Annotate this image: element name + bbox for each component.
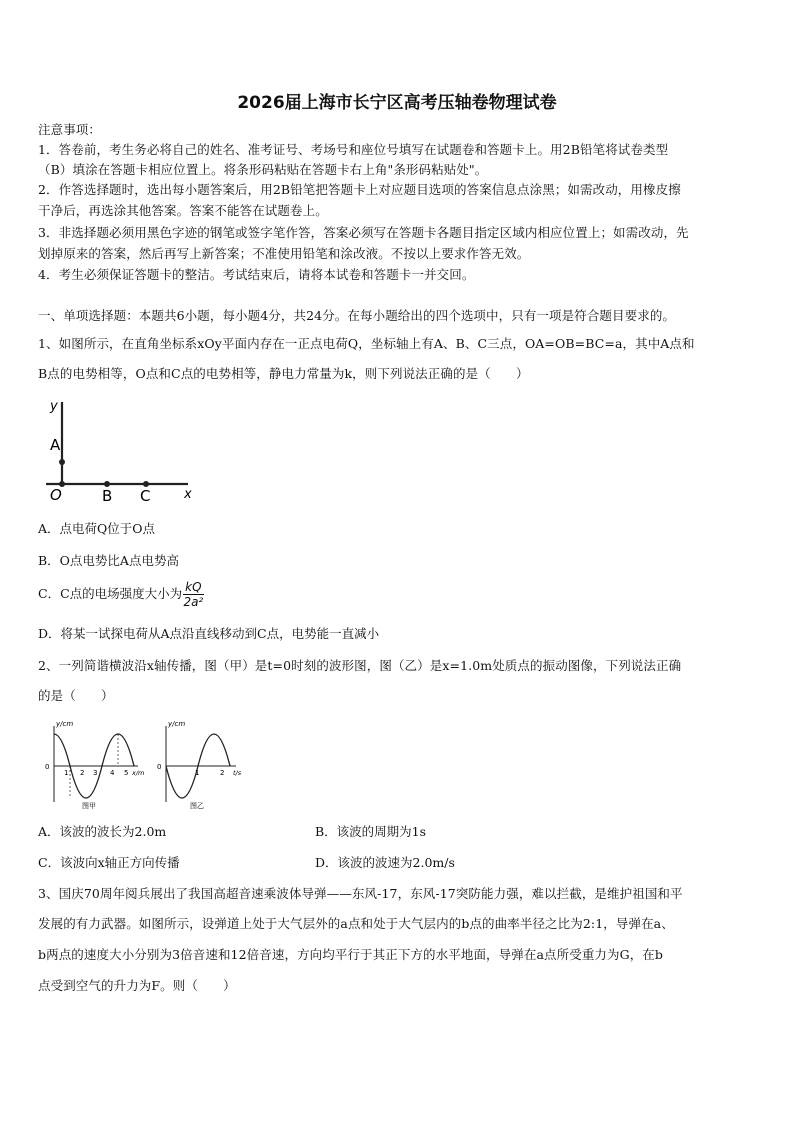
figure-label-c: C: [140, 487, 151, 504]
figure-b-xlabel: t/s: [233, 769, 242, 777]
notice-line: 4．考生必须保证答题卡的整洁。考试结束后，请将本试卷和答题卡一并交回。: [38, 267, 475, 282]
question-2-option-c: C．该波向x轴正方向传播: [38, 855, 180, 870]
question-1-stem: 1、如图所示，在直角坐标系xOy平面内存在一正点电荷Q，坐标轴上有A、B、C三点，OA=OB=BC=a，其中A点和: [38, 336, 695, 351]
section-heading: 一、单项选择题：本题共6小题，每小题4分，共24分。在每小题给出的四个选项中，只有一项是符合题目要求的。: [38, 308, 676, 323]
question-1-option-b: B．O点电势比A点电势高: [38, 553, 179, 568]
question-3-stem: 发展的有力武器。如图所示，设弹道上处于大气层外的a点和处于大气层内的b点的曲率半径之比为2:1，导弹在a、: [38, 916, 674, 931]
question-2-figure-a: [40, 716, 150, 812]
figure-a-tick: 2: [80, 769, 85, 777]
figure-b-tick: 2: [220, 769, 225, 777]
figure-a-ylabel: y/cm: [56, 720, 74, 728]
figure-b-caption: 图乙: [190, 802, 204, 810]
page-title: 2026届上海市长宁区高考压轴卷物理试卷: [237, 93, 557, 113]
question-1-option-c: [38, 580, 204, 609]
fraction: [183, 580, 203, 609]
question-1-option-d: D．将某一试探电荷从A点沿直线移动到C点，电势能一直减小: [38, 626, 380, 641]
notice-line: 3．非选择题必须用黑色字迹的钢笔或签字笔作答，答案必须写在答题卡各题目指定区域内相应位置上；如需改动，先: [38, 225, 689, 240]
figure-a-tick: 5: [124, 769, 129, 777]
question-1-option-a: A．点电荷Q位于O点: [38, 521, 156, 536]
figure-a-tick: 3: [93, 769, 98, 777]
figure-a-tick: 1: [64, 769, 69, 777]
figure-label-b: B: [102, 487, 113, 504]
figure-a-tick: 4: [110, 769, 115, 777]
question-2-stem: 的是（ ）: [38, 688, 114, 703]
figure-b-origin: 0: [157, 763, 162, 771]
notice-line: 干净后，再选涂其他答案。答案不能答在试题卷上。: [38, 203, 328, 218]
figure-a-origin: 0: [45, 763, 50, 771]
notice-line: （B）填涂在答题卡相应位置上。将条形码粘贴在答题卡右上角"条形码粘贴处"。: [38, 162, 488, 177]
figure-a-caption: 图甲: [82, 802, 96, 810]
figure-label-x: x: [184, 487, 192, 502]
question-2-figure-b: [150, 716, 250, 812]
figure-b-tick: 1: [195, 769, 200, 777]
fraction-denominator: 2a²: [183, 595, 204, 609]
question-2-option-d: D．该波的波速为2.0m/s: [315, 855, 455, 870]
question-2-option-b: B．该波的周期为1s: [315, 824, 427, 839]
figure-label-y: y: [50, 399, 58, 414]
fraction-numerator: kQ: [185, 580, 202, 594]
question-3-stem: 3、国庆70周年阅兵展出了我国高超音速乘波体导弹——东风-17，东风-17突防能力强，难以拦截，是维护祖国和平: [38, 886, 683, 901]
question-1-stem: B点的电势相等，O点和C点的电势相等，静电力常量为k，则下列说法正确的是（ ）: [38, 366, 529, 381]
notice-line: 1．答卷前，考生务必将自己的姓名、准考证号、考场号和座位号填写在试题卷和答题卡上。用2B铅笔将试卷类型: [38, 142, 669, 157]
question-2-stem: 2、一列简谐横波沿x轴传播，图（甲）是t=0时刻的波形图，图（乙）是x=1.0m处质点的振动图像，下列说法正确: [38, 658, 682, 673]
question-3-stem: 点受到空气的升力为F。则（ ）: [38, 978, 236, 993]
option-c-text: C．C点的电场强度大小为: [38, 586, 183, 601]
question-2-option-a: A．该波的波长为2.0m: [38, 824, 167, 839]
figure-a-xlabel: x/m: [132, 769, 145, 777]
figure-label-o: O: [50, 486, 62, 504]
question-1-coordinate-figure: [40, 392, 200, 504]
figure-b-ylabel: y/cm: [168, 720, 186, 728]
notice-heading: 注意事项：: [38, 122, 102, 137]
notice-line: 划掉原来的答案，然后再写上新答案；不准使用铅笔和涂改液。不按以上要求作答无效。: [38, 246, 530, 261]
question-3-stem: b两点的速度大小分别为3倍音速和12倍音速，方向均平行于其正下方的水平地面，导弹在a点所受重力为G，在b: [38, 947, 664, 962]
figure-label-a: A: [50, 436, 61, 454]
notice-line: 2．作答选择题时，选出每小题答案后，用2B铅笔把答题卡上对应题目选项的答案信息点涂黑；如需改动，用橡皮擦: [38, 182, 681, 197]
